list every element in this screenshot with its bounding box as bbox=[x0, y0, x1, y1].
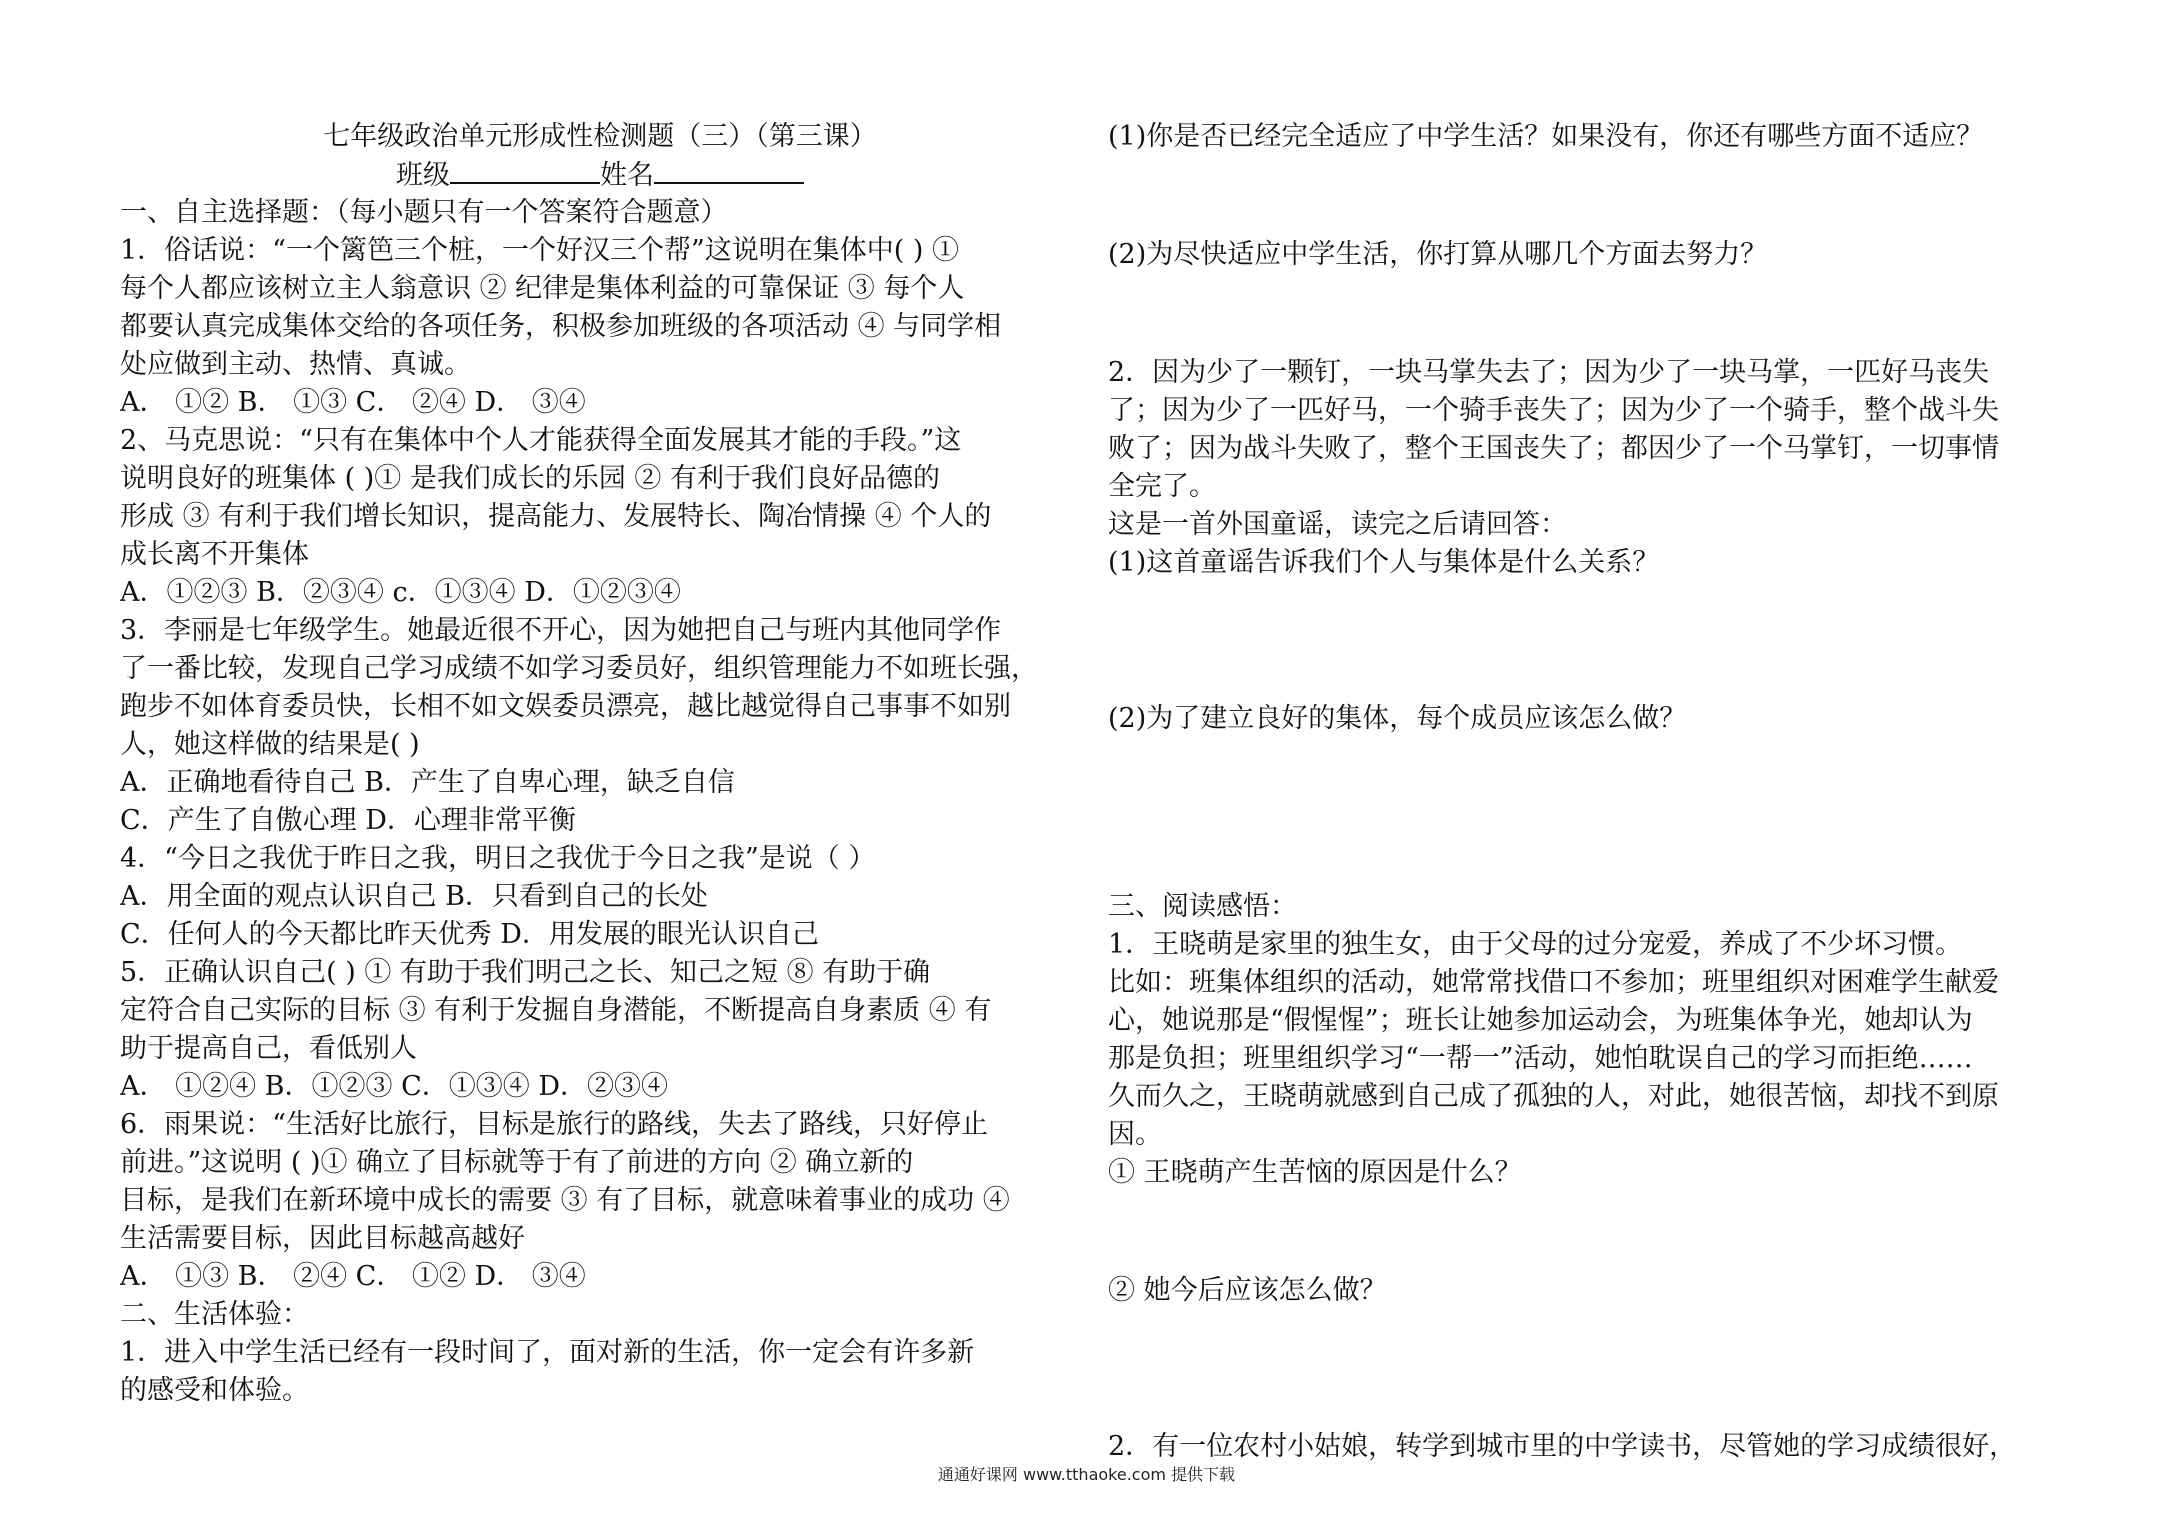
s2-q2-line: 2．因为少了一颗钉，一块马掌失去了；因为少了一块马掌，一匹好马丧失 bbox=[1108, 357, 1990, 388]
answer-space[interactable] bbox=[1108, 1310, 2073, 1428]
q6-line: 6．雨果说：“生活好比旅行，目标是旅行的路线，失去了路线，只好停止 bbox=[120, 1109, 988, 1140]
q3-options: A．正确地看待自己 B．产生了自卑心理，缺乏自信 bbox=[120, 767, 735, 798]
question-6 bbox=[120, 1106, 1080, 1296]
q2-line: 2、马克思说：“只有在集体中个人才能获得全面发展其才能的手段。”这 bbox=[120, 425, 962, 456]
q6-options: A． ①③ B． ②④ C． ①② D． ③④ bbox=[120, 1261, 586, 1292]
question-2 bbox=[120, 422, 1080, 612]
q3-line: 跑步不如体育委员快，长相不如文娱委员漂亮，越比越觉得自己事事不如别 bbox=[120, 691, 1011, 722]
class-name-line bbox=[120, 156, 1080, 194]
q5-line: 助于提高自己，看低别人 bbox=[120, 1033, 417, 1064]
q1-line: 1．俗话说：“一个篱笆三个桩，一个好汉三个帮”这说明在集体中( ) ① bbox=[120, 235, 960, 266]
q5-options: A． ①②④ B．①②③ C．①③④ D．②③④ bbox=[120, 1071, 668, 1102]
s2-q1-sub2: (2)为尽快适应中学生活，你打算从哪几个方面去努力？ bbox=[1108, 239, 1768, 270]
s2-q2-line: 了；因为少了一匹好马，一个骑手丧失了；因为少了一个骑手，整个战斗失 bbox=[1108, 395, 1999, 426]
answer-space[interactable] bbox=[1108, 738, 2073, 888]
s3-q1-line: 比如：班集体组织的活动，她常常找借口不参加；班里组织对困难学生献爱 bbox=[1108, 967, 1999, 998]
section2-title: 二、生活体验： bbox=[120, 1299, 309, 1330]
q4-options: C．任何人的今天都比昨天优秀 D．用发展的眼光认识自己 bbox=[120, 919, 819, 950]
q3-line: 人，她这样做的结果是( ) bbox=[120, 729, 420, 760]
name-blank[interactable] bbox=[654, 156, 804, 184]
q1-line: 每个人都应该树立主人翁意识 ② 纪律是集体利益的可靠保证 ③ 每个人 bbox=[120, 273, 965, 304]
q3-line: 3．李丽是七年级学生。她最近很不开心，因为她把自己与班内其他同学作 bbox=[120, 615, 1002, 646]
q6-line: 前进。”这说明 ( )① 确立了目标就等于有了前进的方向 ② 确立新的 bbox=[120, 1147, 914, 1178]
class-blank[interactable] bbox=[450, 156, 600, 184]
s2-q1-line: 1．进入中学生活已经有一段时间了，面对新的生活，你一定会有许多新 bbox=[120, 1337, 975, 1368]
answer-space[interactable] bbox=[1108, 274, 2073, 354]
q2-options: A．①②③ B．②③④ c．①③④ D．①②③④ bbox=[120, 577, 681, 608]
q6-line: 生活需要目标，因此目标越高越好 bbox=[120, 1223, 525, 1254]
s2-q2-sub2: (2)为了建立良好的集体，每个成员应该怎么做？ bbox=[1108, 703, 1687, 734]
footer-credit: 通通好课网 www.tthaoke.com 提供下载 bbox=[937, 1465, 1236, 1484]
q4-line: 4．“今日之我优于昨日之我，明日之我优于今日之我”是说（ ） bbox=[120, 843, 876, 874]
s3-q1-sub2: ② 她今后应该怎么做？ bbox=[1108, 1275, 1387, 1306]
s3-q1-sub1: ① 王晓萌产生苦恼的原因是什么？ bbox=[1108, 1157, 1522, 1188]
s2-q1-line: 的感受和体验。 bbox=[120, 1375, 309, 1406]
s2-q2-intro: 这是一首外国童谣，读完之后请回答： bbox=[1108, 509, 1567, 540]
s2-question-2 bbox=[1108, 354, 2073, 888]
q6-line: 目标，是我们在新环境中成长的需要 ③ 有了目标，就意味着事业的成功 ④ bbox=[120, 1185, 1010, 1216]
question-4 bbox=[120, 840, 1080, 954]
s2-q2-line: 全完了。 bbox=[1108, 471, 1216, 502]
q5-line: 5．正确认识自己( ) ① 有助于我们明己之长、知己之短 ⑧ 有助于确 bbox=[120, 957, 931, 988]
s2-q2-line: 败了；因为战斗失败了，整个王国丧失了；都因少了一个马掌钉，一切事情 bbox=[1108, 433, 1999, 464]
answer-space[interactable] bbox=[1108, 582, 2073, 700]
s3-question-1 bbox=[1108, 926, 2073, 1428]
s2-q1-sub1: (1)你是否已经完全适应了中学生活？如果没有，你还有哪些方面不适应？ bbox=[1108, 121, 1984, 152]
question-5 bbox=[120, 954, 1080, 1106]
q5-line: 定符合自己实际的目标 ③ 有利于发掘自身潜能，不断提高自身素质 ④ 有 bbox=[120, 995, 992, 1026]
right-column bbox=[1108, 118, 2073, 1466]
q4-options: A．用全面的观点认识自己 B．只看到自己的长处 bbox=[120, 881, 708, 912]
section1-title: 一、自主选择题：（每小题只有一个答案符合题意） bbox=[120, 197, 728, 228]
q1-line: 处应做到主动、热情、真诚。 bbox=[120, 349, 471, 380]
q1-options: A． ①② B． ①③ C． ②④ D． ③④ bbox=[120, 387, 586, 418]
left-column bbox=[120, 118, 1080, 1410]
question-1 bbox=[120, 232, 1080, 422]
page-title: 七年级政治单元形成性检测题（三）（第三课） bbox=[323, 121, 877, 152]
class-label: 班级 bbox=[396, 160, 450, 191]
s3-q2-line: 2．有一位农村小姑娘，转学到城市里的中学读书，尽管她的学习成绩很好， bbox=[1108, 1431, 2017, 1462]
section3-title: 三、阅读感悟： bbox=[1108, 891, 1297, 922]
s3-q1-line: 1．王晓萌是家里的独生女，由于父母的过分宠爱，养成了不少坏习惯。 bbox=[1108, 929, 1963, 960]
name-label: 姓名 bbox=[600, 160, 654, 191]
s3-q1-line: 因。 bbox=[1108, 1119, 1162, 1150]
s3-q1-line: 久而久之，王晓萌就感到自己成了孤独的人，对此，她很苦恼，却找不到原 bbox=[1108, 1081, 1999, 1112]
question-3 bbox=[120, 612, 1080, 840]
q2-line: 说明良好的班集体 ( )① 是我们成长的乐园 ② 有利于我们良好品德的 bbox=[120, 463, 940, 494]
q3-line: 了一番比较，发现自己学习成绩不如学习委员好，组织管理能力不如班长强， bbox=[120, 653, 1038, 684]
s2-q2-sub1: (1)这首童谣告诉我们个人与集体是什么关系？ bbox=[1108, 547, 1660, 578]
q1-line: 都要认真完成集体交给的各项任务，积极参加班级的各项活动 ④ 与同学相 bbox=[120, 311, 1002, 342]
q3-options: C．产生了自傲心理 D．心理非常平衡 bbox=[120, 805, 576, 836]
q2-line: 成长离不开集体 bbox=[120, 539, 309, 570]
q2-line: 形成 ③ 有利于我们增长知识，提高能力、发展特长、陶冶情操 ④ 个人的 bbox=[120, 501, 992, 532]
s3-q1-line: 心，她说那是“假惺惺”；班长让她参加运动会，为班集体争光，她却认为 bbox=[1108, 1005, 1973, 1036]
s3-q1-line: 那是负担；班里组织学习“一帮一”活动，她怕耽误自己的学习而拒绝…… bbox=[1108, 1043, 1973, 1074]
answer-space[interactable] bbox=[1108, 1192, 2073, 1272]
answer-space[interactable] bbox=[1108, 156, 2073, 236]
